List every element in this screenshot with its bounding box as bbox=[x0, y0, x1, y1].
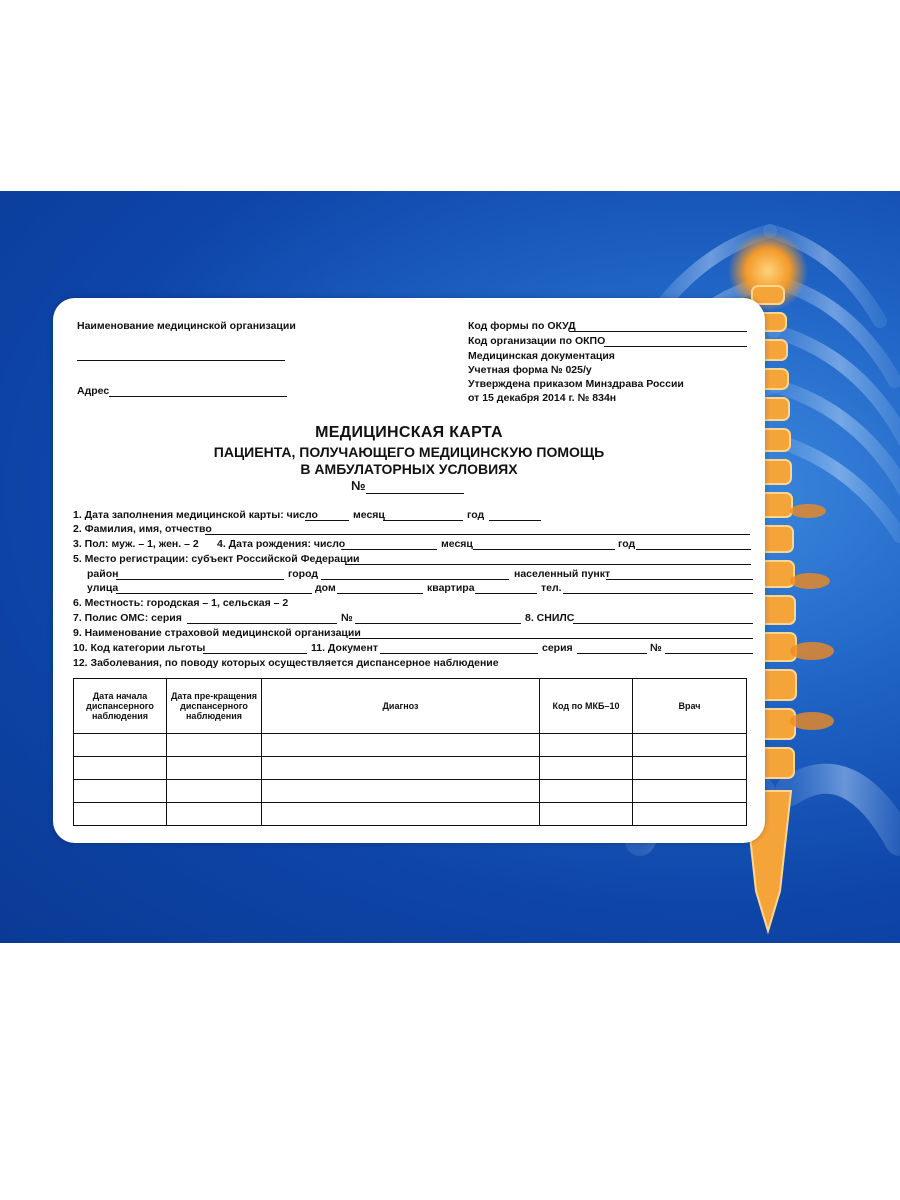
table-cell[interactable] bbox=[540, 780, 633, 803]
address-line[interactable] bbox=[109, 396, 287, 397]
table-cell[interactable] bbox=[74, 757, 167, 780]
table-cell[interactable] bbox=[262, 757, 540, 780]
form-card bbox=[53, 298, 765, 843]
field-11-line[interactable] bbox=[380, 653, 538, 654]
field-11-label: 11. Документ bbox=[311, 642, 379, 654]
field-2-label: 2. Фамилия, имя, отчество bbox=[73, 523, 212, 535]
table-cell[interactable] bbox=[167, 757, 262, 780]
form-number-label: Учетная форма № 025/у bbox=[468, 364, 592, 376]
field-1-label: 1. Дата заполнения медицинской карты: число bbox=[73, 509, 318, 521]
field-1-year-label: год bbox=[467, 509, 485, 521]
field-4-year-label: год bbox=[618, 538, 636, 550]
field-5-flat-line[interactable] bbox=[475, 593, 537, 594]
card-number-label: № bbox=[351, 478, 366, 493]
field-5-tel-line[interactable] bbox=[563, 593, 753, 594]
card-number-line[interactable] bbox=[366, 493, 464, 494]
dispensary-table bbox=[73, 678, 747, 826]
table-row bbox=[74, 803, 747, 826]
page-title: МЕДИЦИНСКАЯ КАРТА bbox=[315, 424, 503, 441]
field-5-house-line[interactable] bbox=[337, 593, 423, 594]
okud-label: Код формы по ОКУД bbox=[468, 320, 576, 332]
table-cell[interactable] bbox=[633, 780, 747, 803]
field-3-label: 3. Пол: муж. – 1, жен. – 2 bbox=[73, 538, 199, 550]
table-cell[interactable] bbox=[540, 757, 633, 780]
field-5-flat-label: квартира bbox=[427, 582, 475, 594]
field-1-month-label: месяц bbox=[353, 509, 385, 521]
field-4-year-line[interactable] bbox=[636, 549, 751, 550]
table-cell[interactable] bbox=[167, 780, 262, 803]
field-9-label: 9. Наименование страховой медицинской организации bbox=[73, 627, 361, 639]
field-7-label: 7. Полис ОМС: серия bbox=[73, 612, 182, 624]
table-cell[interactable] bbox=[540, 734, 633, 757]
col-diagnosis: Диагноз bbox=[262, 679, 540, 734]
okpo-label: Код организации по ОКПО bbox=[468, 335, 606, 347]
col-end-date: Дата пре-кращения диспансерного наблюдения bbox=[167, 679, 262, 734]
table-cell[interactable] bbox=[74, 734, 167, 757]
field-6-label: 6. Местность: городская – 1, сельская – 2 bbox=[73, 597, 289, 609]
page-subtitle-1: ПАЦИЕНТА, ПОЛУЧАЮЩЕГО МЕДИЦИНСКУЮ ПОМОЩЬ bbox=[213, 444, 605, 460]
field-4-month-line[interactable] bbox=[473, 549, 615, 550]
table-cell[interactable] bbox=[262, 803, 540, 826]
col-icd-code: Код по МКБ–10 bbox=[540, 679, 633, 734]
field-5-label: 5. Место регистрации: субъект Российской Федерации bbox=[73, 553, 360, 565]
table-cell[interactable] bbox=[74, 780, 167, 803]
page-subtitle-2: В АМБУЛАТОРНЫХ УСЛОВИЯХ bbox=[300, 461, 518, 477]
field-1-day-line[interactable] bbox=[305, 520, 349, 521]
table-row bbox=[74, 757, 747, 780]
field-5-locality-line[interactable] bbox=[606, 579, 753, 580]
field-10-line[interactable] bbox=[203, 653, 307, 654]
org-name-line[interactable] bbox=[77, 360, 285, 361]
field-1-month-line[interactable] bbox=[383, 520, 463, 521]
field-11-number-label: № bbox=[650, 642, 662, 654]
table-cell[interactable] bbox=[262, 780, 540, 803]
field-11-series-line[interactable] bbox=[577, 653, 647, 654]
col-doctor: Врач bbox=[633, 679, 747, 734]
table-cell[interactable] bbox=[540, 803, 633, 826]
field-4-month-label: месяц bbox=[441, 538, 473, 550]
field-5-district-line[interactable] bbox=[116, 579, 284, 580]
table-cell[interactable] bbox=[633, 803, 747, 826]
field-5-subject-line[interactable] bbox=[345, 564, 751, 565]
field-5-city-line[interactable] bbox=[321, 579, 509, 580]
field-5-city-label: город bbox=[288, 568, 319, 580]
field-8-line[interactable] bbox=[573, 623, 753, 624]
field-5-street-label: улица bbox=[87, 582, 119, 594]
table-cell[interactable] bbox=[167, 734, 262, 757]
field-1-year-line[interactable] bbox=[489, 520, 541, 521]
okpo-line[interactable] bbox=[604, 346, 747, 347]
table-header-row bbox=[74, 679, 747, 734]
field-7-number-line[interactable] bbox=[355, 623, 521, 624]
table-cell[interactable] bbox=[167, 803, 262, 826]
med-doc-label: Медицинская документация bbox=[468, 350, 615, 362]
org-name-label: Наименование медицинской организации bbox=[77, 320, 296, 332]
field-11-series-label: серия bbox=[542, 642, 573, 654]
field-7-series-line[interactable] bbox=[187, 623, 337, 624]
approved-label: Утверждена приказом Минздрава России bbox=[468, 378, 684, 390]
table-cell[interactable] bbox=[74, 803, 167, 826]
field-12-label: 12. Заболевания, по поводу которых осуществляется диспансерное наблюдение bbox=[73, 657, 499, 669]
table-cell[interactable] bbox=[262, 734, 540, 757]
field-8-label: 8. СНИЛС bbox=[525, 612, 575, 624]
field-5-tel-label: тел. bbox=[541, 582, 562, 594]
field-5-house-label: дом bbox=[315, 582, 336, 594]
table-row bbox=[74, 780, 747, 803]
field-10-label: 10. Код категории льготы bbox=[73, 642, 206, 654]
field-5-street-line[interactable] bbox=[116, 593, 312, 594]
field-7-number-label: № bbox=[341, 612, 353, 624]
field-4-label: 4. Дата рождения: число bbox=[217, 538, 346, 550]
field-4-day-line[interactable] bbox=[341, 549, 437, 550]
field-9-line[interactable] bbox=[349, 638, 753, 639]
field-5-locality-label: населенный пункт bbox=[514, 568, 611, 580]
approved-date-label: от 15 декабря 2014 г. № 834н bbox=[468, 392, 617, 404]
okud-line[interactable] bbox=[569, 331, 747, 332]
table-row bbox=[74, 734, 747, 757]
field-2-line[interactable] bbox=[205, 534, 750, 535]
field-5-district-label: район bbox=[87, 568, 119, 580]
table-cell[interactable] bbox=[633, 757, 747, 780]
field-11-number-line[interactable] bbox=[665, 653, 753, 654]
col-start-date: Дата начала диспансерного наблюдения bbox=[74, 679, 167, 734]
address-label: Адрес bbox=[77, 385, 110, 397]
table-cell[interactable] bbox=[633, 734, 747, 757]
